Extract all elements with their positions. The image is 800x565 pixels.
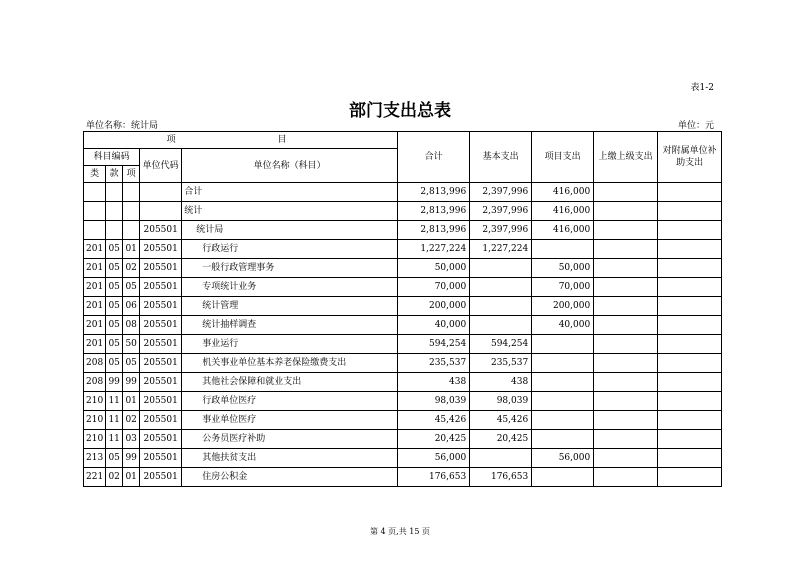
- cell-upper: [594, 468, 658, 487]
- cell-basic: 98,039: [470, 392, 532, 411]
- cell-subsidy: [658, 392, 722, 411]
- cell-unit-code: 205501: [140, 354, 182, 373]
- cell-lei: 221: [84, 468, 106, 487]
- cell-unit-code: 205501: [140, 430, 182, 449]
- cell-upper: [594, 335, 658, 354]
- cell-unit-code: 205501: [140, 316, 182, 335]
- cell-total: 176,653: [398, 468, 470, 487]
- table-row: [84, 468, 722, 487]
- cell-subject-name: 合计: [182, 183, 398, 202]
- cell-kuan: [106, 202, 123, 221]
- cell-lei: 210: [84, 411, 106, 430]
- cell-upper: [594, 183, 658, 202]
- cell-basic: 45,426: [470, 411, 532, 430]
- table-body: [84, 183, 722, 487]
- cell-total: 98,039: [398, 392, 470, 411]
- cell-basic: [470, 259, 532, 278]
- cell-total: 45,426: [398, 411, 470, 430]
- cell-upper: [594, 202, 658, 221]
- cell-kuan: 11: [106, 430, 123, 449]
- cell-upper: [594, 259, 658, 278]
- cell-unit-code: 205501: [140, 373, 182, 392]
- cell-xiang: 06: [123, 297, 140, 316]
- cell-xiang: [123, 183, 140, 202]
- cell-project: 200,000: [532, 297, 594, 316]
- cell-upper: [594, 449, 658, 468]
- cell-xiang: [123, 202, 140, 221]
- table-row: [84, 278, 722, 297]
- cell-subsidy: [658, 354, 722, 373]
- cell-project: 416,000: [532, 202, 594, 221]
- cell-subject-name: 行政单位医疗: [182, 392, 398, 411]
- cell-project: [532, 335, 594, 354]
- cell-unit-code: [140, 202, 182, 221]
- cell-total: 1,227,224: [398, 240, 470, 259]
- table-row: [84, 202, 722, 221]
- cell-project: [532, 373, 594, 392]
- cell-subject-name: 住房公积金: [182, 468, 398, 487]
- cell-subject-name: 机关事业单位基本养老保险缴费支出: [182, 354, 398, 373]
- cell-kuan: [106, 183, 123, 202]
- header-total: 合计: [398, 132, 470, 183]
- cell-unit-code: 205501: [140, 449, 182, 468]
- cell-kuan: 99: [106, 373, 123, 392]
- cell-subject-name: 专项统计业务: [182, 278, 398, 297]
- cell-subsidy: [658, 449, 722, 468]
- cell-xiang: 01: [123, 468, 140, 487]
- cell-unit-code: 205501: [140, 240, 182, 259]
- cell-total: 50,000: [398, 259, 470, 278]
- table-row: [84, 259, 722, 278]
- cell-project: [532, 430, 594, 449]
- cell-subject-name: 统计管理: [182, 297, 398, 316]
- cell-xiang: [123, 221, 140, 240]
- cell-subsidy: [658, 278, 722, 297]
- cell-subsidy: [658, 430, 722, 449]
- cell-subject-name: 行政运行: [182, 240, 398, 259]
- cell-subsidy: [658, 297, 722, 316]
- cell-lei: [84, 183, 106, 202]
- cell-unit-code: [140, 183, 182, 202]
- cell-xiang: 05: [123, 354, 140, 373]
- cell-project: [532, 411, 594, 430]
- cell-lei: 201: [84, 335, 106, 354]
- cell-total: 2,813,996: [398, 221, 470, 240]
- cell-xiang: 08: [123, 316, 140, 335]
- cell-total: 594,254: [398, 335, 470, 354]
- cell-kuan: 02: [106, 468, 123, 487]
- page-title: 部门支出总表: [349, 101, 451, 121]
- cell-upper: [594, 354, 658, 373]
- cell-subject-name: 统计: [182, 202, 398, 221]
- cell-subject-name: 一般行政管理事务: [182, 259, 398, 278]
- cell-subject-name: 统计局: [182, 221, 398, 240]
- cell-upper: [594, 221, 658, 240]
- header-unit-code: 单位代码: [140, 149, 182, 183]
- header-project: 项目支出: [532, 132, 594, 183]
- cell-upper: [594, 316, 658, 335]
- cell-subsidy: [658, 183, 722, 202]
- header-item: 项 目: [84, 132, 398, 149]
- cell-subsidy: [658, 411, 722, 430]
- cell-lei: 201: [84, 278, 106, 297]
- cell-project: 50,000: [532, 259, 594, 278]
- cell-subject-name: 统计抽样调查: [182, 316, 398, 335]
- cell-xiang: 99: [123, 449, 140, 468]
- cell-subsidy: [658, 468, 722, 487]
- cell-total: 2,813,996: [398, 202, 470, 221]
- header-upper: 上缴上级支出: [594, 132, 658, 183]
- cell-basic: [470, 316, 532, 335]
- header-subject-code: 科目编码: [84, 149, 140, 166]
- cell-xiang: 02: [123, 411, 140, 430]
- table-row: [84, 373, 722, 392]
- cell-lei: 201: [84, 259, 106, 278]
- table-row: [84, 183, 722, 202]
- cell-total: 56,000: [398, 449, 470, 468]
- cell-subsidy: [658, 221, 722, 240]
- cell-xiang: 01: [123, 392, 140, 411]
- cell-basic: 235,537: [470, 354, 532, 373]
- expenditure-table: [83, 131, 722, 487]
- header-subsidy: 对附属单位补助支出: [658, 132, 722, 183]
- cell-subsidy: [658, 335, 722, 354]
- cell-total: 200,000: [398, 297, 470, 316]
- cell-project: [532, 240, 594, 259]
- cell-project: 416,000: [532, 183, 594, 202]
- cell-lei: 213: [84, 449, 106, 468]
- table-row: [84, 240, 722, 259]
- cell-kuan: 05: [106, 354, 123, 373]
- cell-kuan: 05: [106, 335, 123, 354]
- table-row: [84, 411, 722, 430]
- cell-project: 70,000: [532, 278, 594, 297]
- cell-lei: 201: [84, 316, 106, 335]
- cell-subject-name: 事业单位医疗: [182, 411, 398, 430]
- cell-upper: [594, 392, 658, 411]
- cell-total: 40,000: [398, 316, 470, 335]
- cell-project: [532, 468, 594, 487]
- cell-subsidy: [658, 259, 722, 278]
- cell-kuan: [106, 221, 123, 240]
- cell-unit-code: 205501: [140, 297, 182, 316]
- cell-subject-name: 其他扶贫支出: [182, 449, 398, 468]
- cell-subsidy: [658, 373, 722, 392]
- cell-basic: 20,425: [470, 430, 532, 449]
- cell-kuan: 11: [106, 392, 123, 411]
- cell-xiang: 05: [123, 278, 140, 297]
- page-footer: 第 4 页,共 15 页: [370, 527, 430, 536]
- cell-lei: [84, 221, 106, 240]
- cell-xiang: 50: [123, 335, 140, 354]
- cell-kuan: 11: [106, 411, 123, 430]
- table-row: [84, 335, 722, 354]
- cell-xiang: 02: [123, 259, 140, 278]
- cell-upper: [594, 278, 658, 297]
- cell-unit-code: 205501: [140, 259, 182, 278]
- cell-lei: [84, 202, 106, 221]
- header-kuan: 款: [106, 166, 123, 183]
- cell-lei: 210: [84, 392, 106, 411]
- cell-total: 2,813,996: [398, 183, 470, 202]
- cell-total: 70,000: [398, 278, 470, 297]
- table-row: [84, 316, 722, 335]
- currency-unit-label: 单位：元: [677, 121, 714, 131]
- cell-xiang: 01: [123, 240, 140, 259]
- cell-subject-name: 公务员医疗补助: [182, 430, 398, 449]
- cell-kuan: 05: [106, 316, 123, 335]
- cell-subsidy: [658, 240, 722, 259]
- cell-project: [532, 354, 594, 373]
- cell-kuan: 05: [106, 297, 123, 316]
- cell-basic: [470, 449, 532, 468]
- cell-upper: [594, 411, 658, 430]
- cell-basic: 2,397,996: [470, 202, 532, 221]
- cell-basic: 438: [470, 373, 532, 392]
- cell-project: 416,000: [532, 221, 594, 240]
- table-row: [84, 221, 722, 240]
- cell-lei: 208: [84, 373, 106, 392]
- header-xiang: 项: [123, 166, 140, 183]
- cell-subject-name: 事业运行: [182, 335, 398, 354]
- cell-project: 56,000: [532, 449, 594, 468]
- cell-basic: [470, 278, 532, 297]
- cell-project: 40,000: [532, 316, 594, 335]
- cell-lei: 201: [84, 297, 106, 316]
- cell-upper: [594, 297, 658, 316]
- cell-basic: 2,397,996: [470, 221, 532, 240]
- header-lei: 类: [84, 166, 106, 183]
- cell-unit-code: 205501: [140, 278, 182, 297]
- cell-unit-code: 205501: [140, 468, 182, 487]
- cell-unit-code: 205501: [140, 221, 182, 240]
- table-row: [84, 297, 722, 316]
- cell-total: 235,537: [398, 354, 470, 373]
- cell-kuan: 05: [106, 240, 123, 259]
- cell-basic: [470, 297, 532, 316]
- cell-unit-code: 205501: [140, 411, 182, 430]
- cell-xiang: 03: [123, 430, 140, 449]
- cell-project: [532, 392, 594, 411]
- cell-subject-name: 其他社会保障和就业支出: [182, 373, 398, 392]
- header-unit-subject: 单位名称（科目）: [182, 149, 398, 183]
- cell-total: 20,425: [398, 430, 470, 449]
- cell-unit-code: 205501: [140, 392, 182, 411]
- cell-lei: 201: [84, 240, 106, 259]
- cell-lei: 208: [84, 354, 106, 373]
- cell-kuan: 05: [106, 278, 123, 297]
- cell-basic: 1,227,224: [470, 240, 532, 259]
- cell-xiang: 99: [123, 373, 140, 392]
- cell-upper: [594, 240, 658, 259]
- table-row: [84, 354, 722, 373]
- cell-lei: 210: [84, 430, 106, 449]
- cell-basic: 594,254: [470, 335, 532, 354]
- cell-kuan: 05: [106, 259, 123, 278]
- table-number: 表1-2: [690, 83, 714, 93]
- cell-unit-code: 205501: [140, 335, 182, 354]
- table-row: [84, 449, 722, 468]
- cell-basic: 2,397,996: [470, 183, 532, 202]
- cell-subsidy: [658, 316, 722, 335]
- unit-name-label: 单位名称：统计局: [86, 121, 159, 131]
- cell-kuan: 05: [106, 449, 123, 468]
- cell-basic: 176,653: [470, 468, 532, 487]
- cell-upper: [594, 430, 658, 449]
- header-basic: 基本支出: [470, 132, 532, 183]
- table-row: [84, 392, 722, 411]
- table-row: [84, 430, 722, 449]
- cell-subsidy: [658, 202, 722, 221]
- cell-total: 438: [398, 373, 470, 392]
- cell-upper: [594, 373, 658, 392]
